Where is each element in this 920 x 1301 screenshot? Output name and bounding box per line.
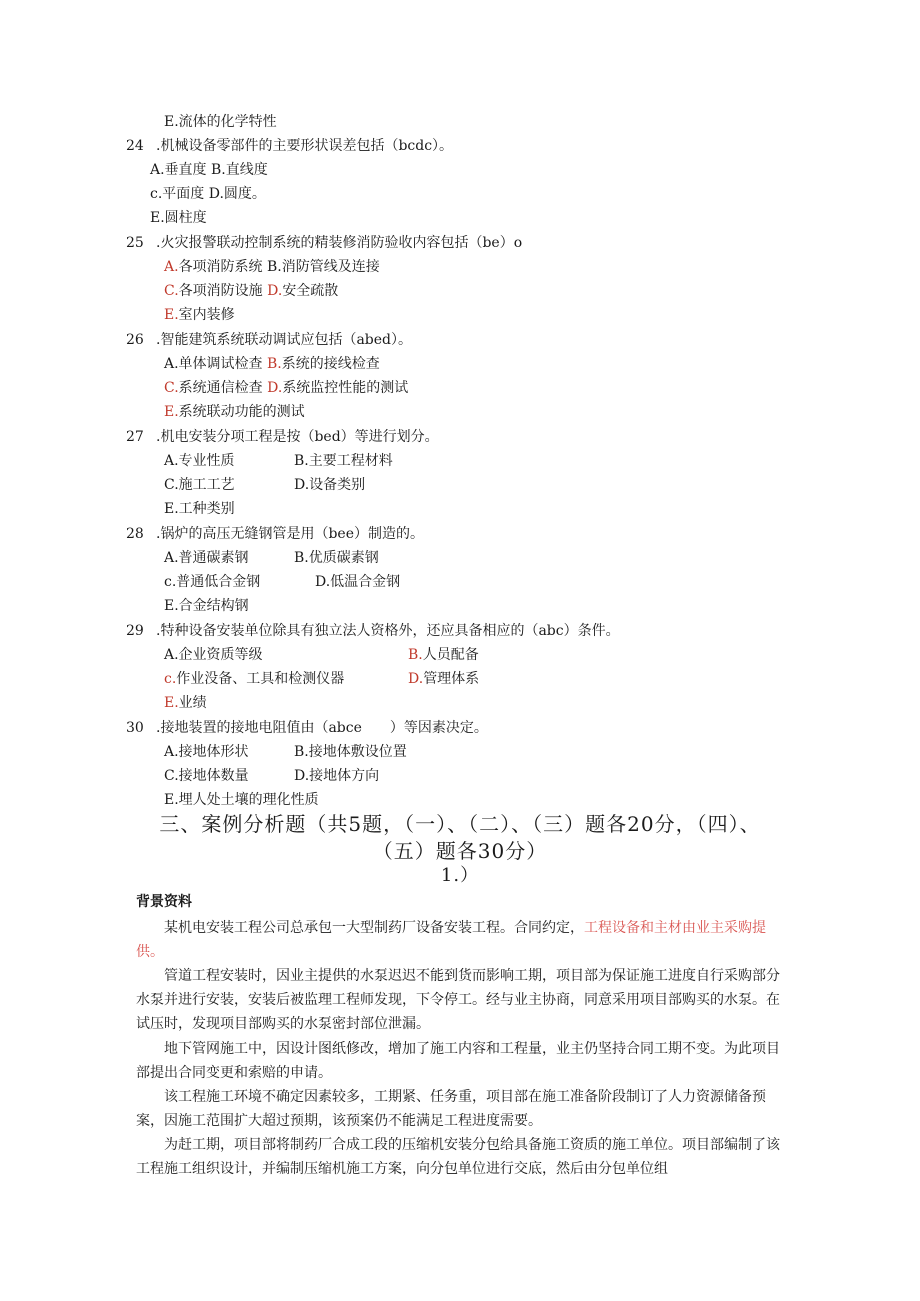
q25-number: 25 xyxy=(126,235,144,251)
q26-c-mark: C. xyxy=(164,380,179,396)
q27-option-a: A.专业性质 xyxy=(164,453,235,469)
background-paragraph-5: 为赶工期，项目部将制药厂合成工段的压缩机安装分包给具备施工资质的施工单位。项目部编制了该工程施工组织设计，并编制压缩机施工方案，向分包单位进行交底，然后由分包单位组 xyxy=(136,1137,780,1177)
q25-option-e xyxy=(164,305,235,325)
q29-option-d xyxy=(408,669,479,689)
q27-option-d: D.设备类别 xyxy=(294,477,366,493)
q30-stem: .接地装置的接地电阻值由（abce ）等因素决定。 xyxy=(156,720,488,736)
q24-option-e: E.圆柱度 xyxy=(150,210,207,226)
q29-e-mark: E. xyxy=(164,695,179,711)
q25-a-mark: A. xyxy=(164,259,179,275)
q29-b-text: 人员配备 xyxy=(422,647,479,663)
q30-option-a: A.接地体形状 xyxy=(164,744,249,760)
q30-option-d: D.接地体方向 xyxy=(294,768,380,784)
q28-option-e: E.合金结构钢 xyxy=(164,598,249,614)
q28-option-a: A.普通碳素钢 xyxy=(164,550,249,566)
q26-options-cd xyxy=(164,378,408,398)
q27-option-c: C.施工工艺 xyxy=(164,477,235,493)
q25-options-ab xyxy=(164,257,380,277)
q28-stem: .锅炉的高压无缝钢管是用（bee）制造的。 xyxy=(156,526,424,542)
q29-d-text: 管理体系 xyxy=(423,671,480,687)
q24-stem: .机械设备零部件的主要形状误差包括（bcdc）。 xyxy=(156,138,454,154)
q26-option-e xyxy=(164,402,305,422)
q26-b-text: 系统的接线检查 xyxy=(281,356,380,372)
q28-option-d: D.低温合金钢 xyxy=(315,574,401,590)
q25-c-text: 各项消防设施 xyxy=(178,283,268,299)
q29-option-b xyxy=(408,645,479,665)
q25-c-mark: C. xyxy=(164,283,179,299)
q28-number: 28 xyxy=(126,526,144,542)
q29-c-text: 作业没备、工具和检测仪器 xyxy=(176,671,345,687)
background-p1-highlight: 工程设备和主材由业主采购提供。 xyxy=(136,920,766,960)
q24-options-ab: A.垂直度 B.直线度 xyxy=(150,162,268,178)
q29-number: 29 xyxy=(126,623,144,639)
q29-b-mark: B. xyxy=(408,647,423,663)
section-heading-line2: （五）题各30分） xyxy=(372,839,548,863)
q27-option-e: E.工种类别 xyxy=(164,501,235,517)
q27-option-b: B.主要工程材料 xyxy=(294,453,393,469)
q29-option-a: A.企业资质等级 xyxy=(164,647,263,663)
q26-e-text: 系统联动功能的测试 xyxy=(178,404,305,420)
q24-options-cd: c.平面度 D.圆度。 xyxy=(150,186,266,202)
q29-option-c xyxy=(164,669,344,689)
q27-stem: .机电安装分项工程是按（bed）等进行划分。 xyxy=(156,429,439,445)
q26-stem: .智能建筑系统联动调试应包括（abed）。 xyxy=(156,332,413,348)
q24-number: 24 xyxy=(126,138,144,154)
case-number: 1.） xyxy=(440,865,480,886)
q28-option-c: c.普通低合金钢 xyxy=(164,574,261,590)
q29-option-e xyxy=(164,693,207,713)
q30-option-e: E.埋人处土壤的理化性质 xyxy=(164,792,319,808)
q30-option-b: B.接地体敷设位置 xyxy=(294,744,407,760)
q28-option-b: B.优质碳素钢 xyxy=(294,550,379,566)
q26-d-text: 系统监控性能的测试 xyxy=(282,380,409,396)
q25-stem: .火灾报警联动控制系统的精装修消防验收内容包括（be）o xyxy=(156,235,523,251)
background-paragraph-2: 管道工程安装时，因业主提供的水泵迟迟不能到货而影响工期，项目部为保证施工进度自行采购部分水泵并进行安装，安装后被监理工程师发现，下令停工。经与业主协商，同意采用项目部购买的水泵。在试压时，发现项目部购买的水泵密封部位泄漏。 xyxy=(136,968,780,1032)
q26-d-mark: D. xyxy=(267,380,283,396)
q26-a-text: A.单体调试检查 xyxy=(164,356,268,372)
q26-b-mark: B. xyxy=(267,356,282,372)
background-paragraph-3: 地下管网施工中，因设计图纸修改，增加了施工内容和工程量，业主仍坚持合同工期不变。为此项目部提出合同变更和索赔的申请。 xyxy=(136,1041,780,1081)
q26-e-mark: E. xyxy=(164,404,179,420)
section-heading-line1: 三、案例分析题（共5题，（一）、（二）、（三）题各20分，（四）、 xyxy=(159,812,761,836)
q25-d-text: 安全疏散 xyxy=(282,283,339,299)
q30-number: 30 xyxy=(126,720,144,736)
q25-options-cd xyxy=(164,281,338,301)
q29-d-mark: D. xyxy=(408,671,424,687)
q29-c-mark: c. xyxy=(164,671,177,687)
q25-e-mark: E. xyxy=(164,307,179,323)
q25-ab-text: 各项消防系统 B.消防管线及连接 xyxy=(178,259,380,275)
q29-e-text: 业绩 xyxy=(178,695,207,711)
background-paragraph-1 xyxy=(136,916,786,964)
q29-stem: .特种设备安装单位除具有独立法人资格外，还应具备相应的（abc）条件。 xyxy=(156,623,620,639)
background-paragraph-4: 该工程施工环境不确定因素较多，工期紧、任务重，项目部在施工准备阶段制订了人力资源储备预案，因施工范围扩大超过预期，该预案仍不能满足工程进度需要。 xyxy=(136,1089,766,1129)
background-title: 背景资料 xyxy=(136,894,192,910)
q27-number: 27 xyxy=(126,429,144,445)
q25-d-mark: D. xyxy=(267,283,283,299)
q25-e-text: 室内装修 xyxy=(178,307,235,323)
background-p1-text: 某机电安装工程公司总承包一大型制药厂设备安装工程。合同约定， xyxy=(164,920,584,936)
q26-number: 26 xyxy=(126,332,144,348)
q26-c-text: 系统通信检查 xyxy=(178,380,268,396)
q26-options-ab xyxy=(164,354,380,374)
q30-option-c: C.接地体数量 xyxy=(164,768,249,784)
q23-option-e: E.流体的化学特性 xyxy=(164,114,277,130)
